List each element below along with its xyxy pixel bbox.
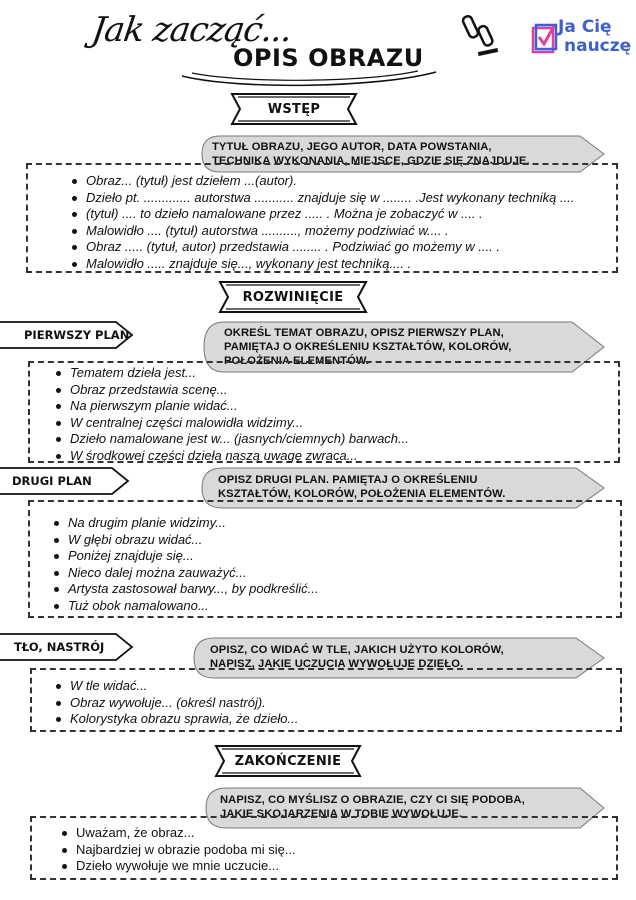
list-item: Najbardziej w obrazie podoba mi się... bbox=[62, 842, 616, 859]
tag-background bbox=[0, 632, 134, 662]
list-item: W tle widać... bbox=[56, 678, 620, 695]
script-title: Jak zacząć... bbox=[89, 10, 294, 50]
tag-foreground bbox=[0, 320, 134, 350]
callout-line: TYTUŁ OBRAZU, JEGO AUTOR, DATA POWSTANIA, bbox=[212, 141, 492, 153]
list-box-background bbox=[30, 668, 622, 732]
tag-middle bbox=[0, 466, 130, 496]
logo-line-2: nauczę bbox=[564, 36, 632, 56]
list-item: Na drugim planie widzimy... bbox=[54, 515, 620, 532]
list-item: Dzieło wywołuje we mnie uczucie... bbox=[62, 858, 616, 875]
callout-line: JAKIE SKOJARZENIA W TOBIE WYWOŁUJE. bbox=[220, 808, 463, 820]
tag-label: PIERWSZY PLAN bbox=[24, 328, 130, 342]
section-banner-development bbox=[218, 280, 368, 314]
callout-line: PAMIĘTAJ O OKREŚLENIU KSZTAŁTÓW, KOLORÓW, bbox=[224, 341, 512, 353]
list-item: Na pierwszym planie widać... bbox=[56, 398, 618, 415]
list-item: Uważam, że obraz... bbox=[62, 825, 616, 842]
list-item: Tematem dzieła jest... bbox=[56, 365, 618, 382]
list-box-ending bbox=[30, 816, 618, 880]
section-banner-ending bbox=[214, 744, 362, 778]
callout-line: TECHNIKA WYKONANIA, MIEJSCE, GDZIE SIĘ ZNAJDUJE. bbox=[212, 155, 530, 167]
list-item: Malowidło .... (tytuł) autorstwa .........., możemy podziwiać w.... . bbox=[72, 223, 616, 240]
list-item: Obraz przedstawia scenę... bbox=[56, 382, 618, 399]
pencil-doodle-icon bbox=[460, 12, 504, 56]
list-item: Dzieło namalowane jest w... (jasnych/ciemnych) barwach... bbox=[56, 431, 618, 448]
main-title: OPIS OBRAZU bbox=[233, 44, 424, 72]
list-item: Nieco dalej można zauważyć... bbox=[54, 565, 620, 582]
callout-line: OPISZ, CO WIDAĆ W TLE, JAKICH UŻYTO KOLORÓW, bbox=[210, 644, 504, 656]
tag-label: DRUGI PLAN bbox=[12, 474, 92, 488]
tag-label: TŁO, NASTRÓJ bbox=[14, 640, 105, 654]
list-box-middle bbox=[28, 500, 622, 618]
banner-label: WSTĘP bbox=[267, 101, 321, 117]
callout-line: KSZTAŁTÓW, KOLORÓW, POŁOŻENIA ELEMENTÓW. bbox=[218, 488, 506, 500]
callout-line: NAPISZ, CO MYŚLISZ O OBRAZIE, CZY CI SIĘ PODOBA, bbox=[220, 794, 525, 806]
callout-line: POŁOŻENIA ELEMENTÓW. bbox=[224, 355, 370, 367]
list-box-foreground bbox=[28, 361, 620, 463]
list-item: Artysta zastosował barwy..., by podkreślić... bbox=[54, 581, 620, 598]
banner-label: ZAKOŃCZENIE bbox=[234, 753, 342, 769]
list-item: W środkowej części dzieła naszą uwagę zwraca... bbox=[56, 448, 618, 465]
callout-line: NAPISZ, JAKIE UCZUCIA WYWOŁUJE DZIEŁO. bbox=[210, 658, 464, 670]
list-item: Obraz ..... (tytuł, autor) przedstawia ........ . Podziwiać go możemy w .... . bbox=[72, 239, 616, 256]
callout-line: OKREŚL TEMAT OBRAZU, OPISZ PIERWSZY PLAN, bbox=[224, 327, 504, 339]
list-item: W głębi obrazu widać... bbox=[54, 532, 620, 549]
list-item: Malowidło ..... znajduje się..., wykonany jest techniką.... . bbox=[72, 256, 616, 273]
list-item: Obraz... (tytuł) jest dziełem ...(autor). bbox=[72, 173, 616, 190]
banner-label: ROZWINIĘCIE bbox=[242, 289, 344, 305]
checkmark-logo-icon bbox=[530, 22, 558, 56]
section-banner-intro bbox=[230, 92, 358, 126]
list-item: Tuż obok namalowano... bbox=[54, 598, 620, 615]
title-swoosh bbox=[178, 66, 440, 88]
list-box-intro bbox=[26, 163, 618, 273]
list-item: Poniżej znajduje się... bbox=[54, 548, 620, 565]
list-item: W centralnej części malowidła widzimy... bbox=[56, 415, 618, 432]
list-item: Kolorystyka obrazu sprawia, że dzieło... bbox=[56, 711, 620, 728]
logo-line-1: Ja Cię bbox=[558, 17, 612, 37]
callout-line: OPISZ DRUGI PLAN. PAMIĘTAJ O OKREŚLENIU bbox=[218, 474, 478, 486]
logo bbox=[528, 16, 632, 66]
list-item: Obraz wywołuje... (określ nastrój). bbox=[56, 695, 620, 712]
list-item: (tytuł) .... to dzieło namalowane przez ..... . Można je zobaczyć w .... . bbox=[72, 206, 616, 223]
list-item: Dzieło pt. ............. autorstwa ........... znajduje się w ........ .Jest wykonany techniką .... bbox=[72, 190, 616, 207]
